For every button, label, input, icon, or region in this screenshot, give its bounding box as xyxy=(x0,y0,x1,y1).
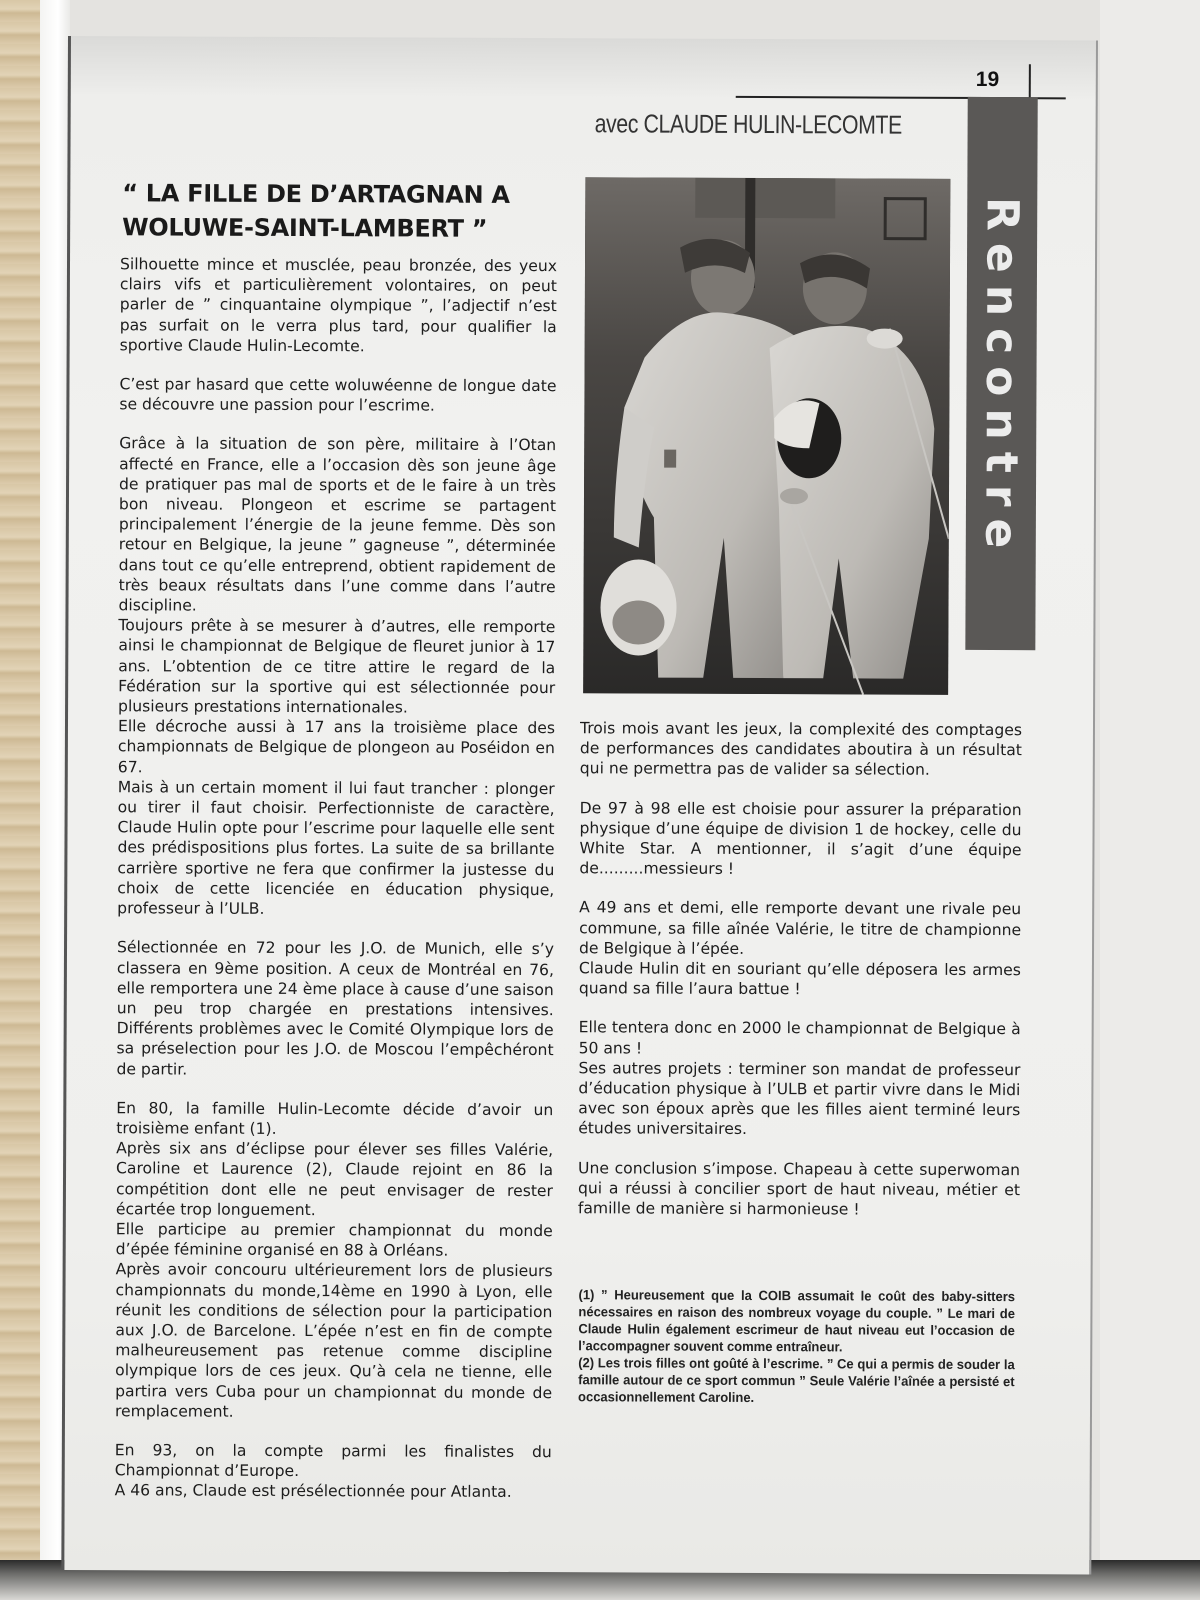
paragraph: Ses autres projets : terminer son mandat de professeur d’éducation physique à l’ULB et partir vivre dans le Midi avec son époux après que les filles aient terminé leurs études universitaires. xyxy=(578,1059,1021,1139)
paragraph: Mais à un certain moment il lui faut trancher : plonger ou tirer il faut choisir. Perfectionniste de caractère, Claude Hulin opte pour l’escrime pour laquelle elle sent des prédispositions plus fortes. La suite de sa brillante carrière sportive ne fera que confirmer la justesse du choix de cette licenciée en éducation physique, professeur à l’ULB. xyxy=(117,778,555,918)
byline-name: CLAUDE HULIN-LECOMTE xyxy=(643,108,902,140)
paragraph: Elle participe au premier championnat du monde d’épée féminine organisé en 88 à Orléans. xyxy=(115,1220,553,1260)
fencers-photo-illustration xyxy=(583,177,950,695)
paragraph: C’est par hasard que cette woluwéenne de longue date se découvre une passion pour l’escrime. xyxy=(119,375,557,415)
paragraph: Grâce à la situation de son père, militaire à l’Otan affecté en France, elle a l’occasion dès son jeune âge de pratiquer pas mal de sports et de le faire à un très bon niveau. Plongeon et escrime se partagent principalement l’énergie de la jeune femme. Dès son retour en Belgique, la jeune ” gagneuse ”, déterminée dans tout ce qu’elle entreprend, obtient rapidement de très beaux résultats dans l’une comme dans l’autre discipline. xyxy=(118,434,557,615)
headline-line-2: WOLUWE-SAINT-LAMBERT ” xyxy=(122,213,488,243)
article-footnotes xyxy=(578,1286,1015,1407)
paragraph: Après six ans d’éclipse pour élever ses filles Valérie, Caroline et Laurence (2), Claude rejoint en 86 la compétition dont elle ne peut envisager de rester écartée trop longuement. xyxy=(115,1139,554,1219)
article-headline xyxy=(122,176,542,246)
paragraph: Toujours prête à se mesurer à d’autres, elle remporte ainsi le championnat de Belgique de fleuret junior à 17 ans. L’obtention de ce titre attire le regard de la Fédération sur la sportive qui est sélectionnée pour plusieurs prestations internationales. xyxy=(118,616,556,717)
paragraph: Trois mois avant les jeux, la complexité des comptages de performances des candidates aboutira à un résultat qui ne permettra pas de valider sa sélection. xyxy=(579,719,1023,780)
byline-prefix: avec xyxy=(594,108,639,139)
paragraph: Une conclusion s’impose. Chapeau à cette superwoman qui a réussi à concilier sport de haut niveau, métier et famille de manière si harmonieuse ! xyxy=(577,1158,1021,1219)
article-left-column xyxy=(115,254,557,1502)
article-byline xyxy=(595,108,902,140)
section-band xyxy=(965,97,1037,650)
paragraph: En 93, on la compte parmi les finalistes du Championnat d’Europe. xyxy=(114,1441,552,1481)
paragraph: Claude Hulin dit en souriant qu’elle déposera les armes quand sa fille l’aura battue ! xyxy=(578,959,1021,999)
section-label: Rencontre xyxy=(975,196,1028,561)
paragraph: A 46 ans, Claude est présélectionnée pour Atlanta. xyxy=(114,1481,512,1502)
paragraph: Après avoir concouru ultérieurement lors de plusieurs championnats du monde,14ème en 1990 à Lyon, elle réunit les conditions de sélection pour la participation aux J.O. de Barcelone. L’épée n’est en fin de compte malheureusement pas retenue comme discipline olympique lors de ces jeux. Qu’à cela ne tienne, elle partira vers Cuba pour un championnat du monde de remplacement. xyxy=(114,1260,553,1421)
paragraph: Silhouette mince et musclée, peau bronzée, des yeux clairs vifs et particulièrement volontaires, on peut parler de ” cinquantaine olympique ”, l’adjectif n’est pas surfait on le verra plus tard, pour qualifier la sportive Claude Hulin-Lecomte. xyxy=(119,255,558,356)
footnote-1: (1) ” Heureusement que la COIB assumait le coût des baby-sitters nécessaires en raison des nombreux voyage du couple. ” Le mari de Claude Hulin également escrimeur de haut niveau eut l’occasion de l’accompagner souvent comme entraîneur. xyxy=(578,1287,1016,1355)
paragraph: Elle décroche aussi à 17 ans la troisième place des championnats de Belgique de plongeon au Poséidon en 67. xyxy=(117,717,556,777)
paragraph: Sélectionnée en 72 pour les J.O. de Munich, elle s’y classera en 9ème position. A ceux de Montréal en 76, elle remportera une 24 ème place à cause d’une saison un peu trop chargée en prestations intensives. Différents problèmes avec le Comité Olympique lors de sa préselection pour les J.O. de Moscou l’empêchéront de partir. xyxy=(116,938,555,1079)
article-right-column xyxy=(578,718,1022,1220)
headline-line-1: “ LA FILLE DE D’ARTAGNAN A xyxy=(122,179,510,209)
fencers-photo xyxy=(583,177,950,695)
paragraph: A 49 ans et demi, elle remporte devant une rivale peu commune, sa fille aînée Valérie, le titre de championne de Belgique à l’épée. xyxy=(578,898,1022,958)
paragraph: En 80, la famille Hulin-Lecomte décide d’avoir un troisième enfant (1). xyxy=(116,1098,554,1138)
paragraph: De 97 à 98 elle est choisie pour assurer la préparation physique d’une équipe de division 1 de hockey, celle du White Star. A mentionner, il s’agit d’une équipe de.........messieurs ! xyxy=(579,798,1022,879)
page-number: 19 xyxy=(975,67,1000,92)
background-surface xyxy=(1100,0,1200,1600)
paragraph: Elle tentera donc en 2000 le championnat de Belgique à 50 ans ! xyxy=(578,1018,1021,1058)
magazine-page xyxy=(61,36,1098,1574)
footnote-2: (2) Les trois filles ont goûté à l’escrime. ” Ce qui a permis de souder la famille autour de ce sport commun ” Seule Valérie l’aînée a persisté et occasionnellement Caroline. xyxy=(578,1355,1015,1406)
